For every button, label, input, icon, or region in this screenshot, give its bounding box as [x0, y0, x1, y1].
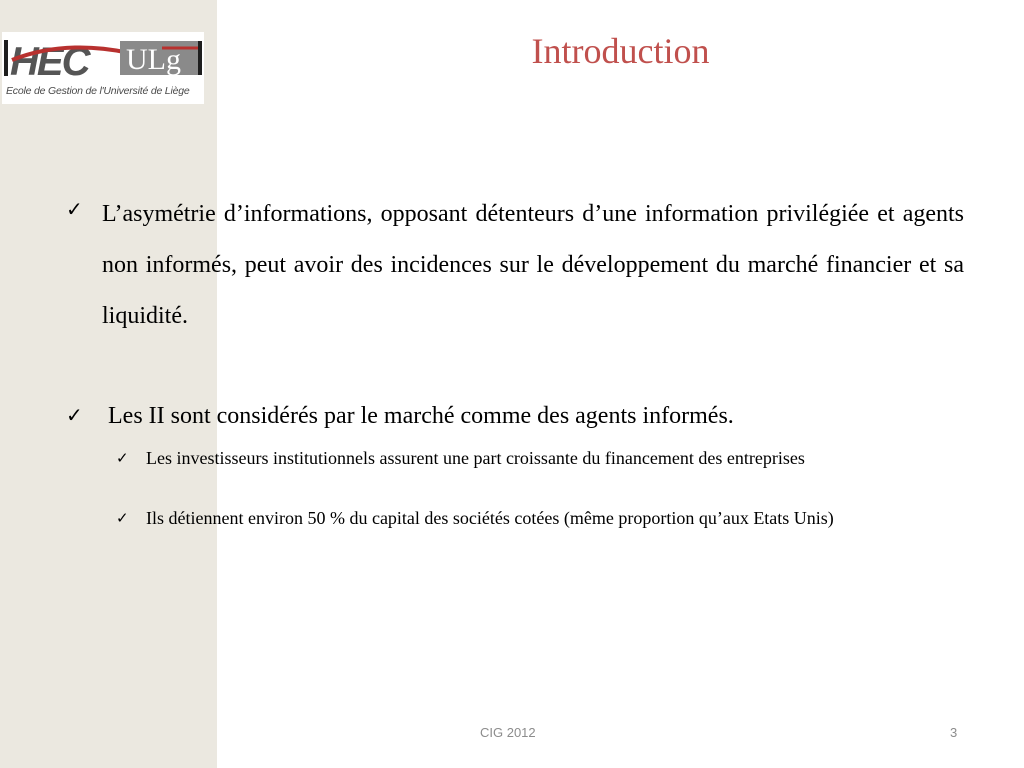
hec-ulg-logo — [2, 32, 204, 104]
logo-ulg-badge-text: ULg — [126, 43, 181, 76]
logo-subtitle: Ecole de Gestion de l'Université de Liège — [6, 85, 190, 97]
checkmark-icon: ✓ — [66, 403, 83, 427]
bullet-1-text: L’asymétrie d’informations, opposant détenteurs d’une information privilégiée et agents non informés, peut avoir des incidences sur le développement du marché financier et sa liquidité. — [102, 201, 964, 329]
bullet-2 — [66, 398, 964, 434]
checkmark-icon: ✓ — [116, 449, 129, 467]
page-number: 3 — [950, 725, 958, 740]
sub-bullet-2 — [116, 505, 964, 532]
checkmark-icon: ✓ — [116, 509, 129, 527]
bullet-2-text: Les II sont considérés par le marché comme des agents informés. — [108, 403, 734, 429]
bullet-1 — [66, 189, 964, 342]
hec-ulg-logo-graphic — [2, 36, 204, 82]
slide-title: Introduction — [531, 31, 710, 71]
footer-label: CIG 2012 — [480, 725, 536, 740]
left-decorative-band — [0, 0, 217, 768]
sub-bullet-1-text: Les investisseurs institutionnels assurent une part croissante du financement des entreprises — [146, 448, 805, 468]
sub-bullet-1 — [116, 445, 964, 472]
logo-hec-text: HEC — [10, 40, 89, 82]
checkmark-icon: ✓ — [66, 197, 83, 221]
sub-bullet-2-text: Ils détiennent environ 50 % du capital des sociétés cotées (même proportion qu’aux Etats Unis) — [146, 508, 834, 528]
